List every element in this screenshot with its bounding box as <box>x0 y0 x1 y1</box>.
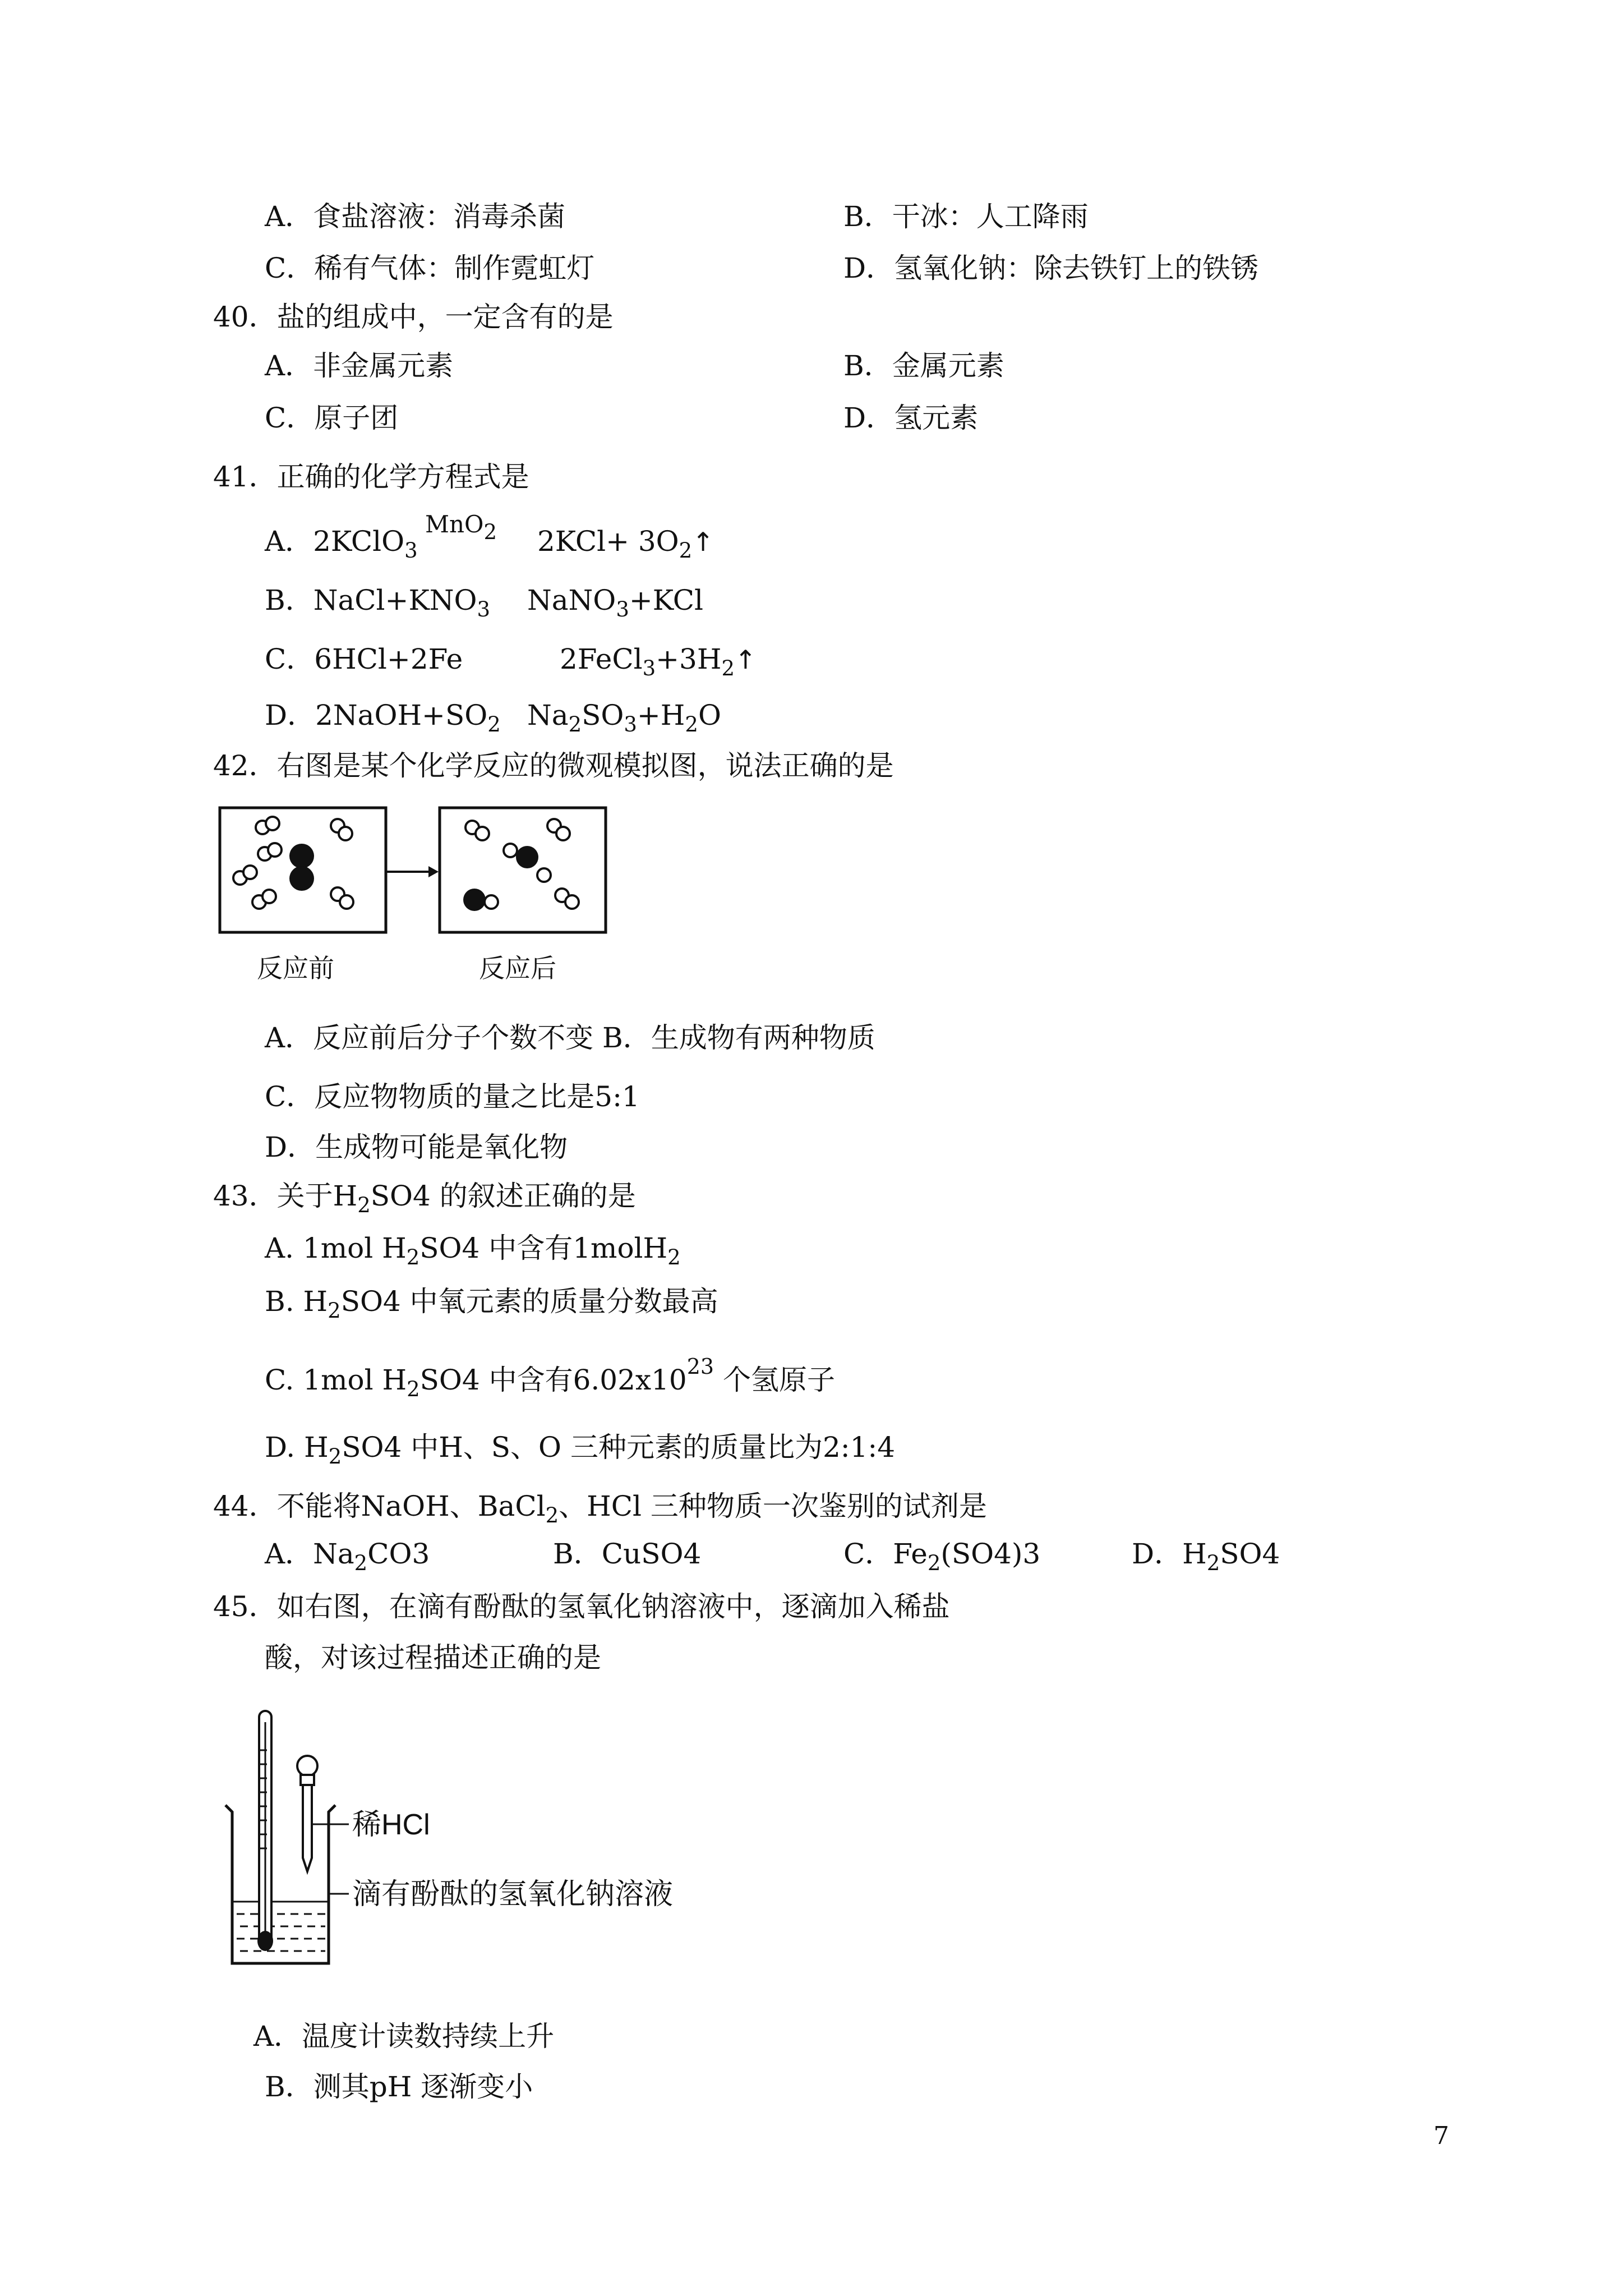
q39-option-a: A．食盐溶液：消毒杀菌 <box>265 200 566 233</box>
q41-option-d: D．$2NaOH+SO_2$ <box>265 699 501 737</box>
q39-option-b: B．干冰：人工降雨 <box>843 200 1089 233</box>
q40-option-a: A．非金属元素 <box>265 349 454 382</box>
before-dark-molecule <box>289 844 314 891</box>
q43-option-c: C. 1mol $H_2SO4$ 中含有$6.02x10^{23}$ 个氢原子 <box>265 1354 835 1401</box>
label-hcl: 稀HCl <box>352 1809 430 1841</box>
q42-option-d: D．生成物可能是氧化物 <box>265 1131 568 1163</box>
q39-option-c: C．稀有气体：制作霓虹灯 <box>265 252 595 284</box>
q41-option-c-products: $2FeCl_3+3H_2↑$ <box>560 643 757 680</box>
reaction-diagram <box>213 797 617 987</box>
q45-stem-line2: 酸，对该过程描述正确的是 <box>265 1641 601 1674</box>
dropper <box>297 1756 317 1871</box>
q44-option-d: D．$H_2SO4$ <box>1132 1538 1280 1575</box>
q41-option-c: C．6HCl+2Fe <box>265 643 463 675</box>
q40-option-c: C．原子团 <box>265 402 399 434</box>
q45-stem-line1: 45．如右图，在滴有酚酞的氢氧化钠溶液中，逐滴加入稀盐 <box>213 1590 950 1623</box>
q44-option-b: B．CuSO4 <box>553 1538 702 1570</box>
label-after: 反应后 <box>479 954 556 983</box>
q43-option-d: D. $H_2SO4$ 中H、S、O 三种元素的质量比为2:1:4 <box>265 1431 896 1469</box>
page-number: 7 <box>1433 2122 1449 2150</box>
q45-option-b: B．测其pH 逐渐变小 <box>265 2070 533 2103</box>
q43-option-b: B. $H_2SO4$ 中氧元素的质量分数最高 <box>265 1285 718 1323</box>
beaker <box>225 1805 335 1963</box>
after-dark-atoms <box>463 846 538 911</box>
q41-option-b-products: NaNO$_3$+KCl <box>527 584 704 622</box>
q42-option-ab: A．反应前后分子个数不变 B．生成物有两种物质 <box>265 1022 875 1054</box>
q43-option-a: A. 1mol $H_2SO4$ 中含有1molH$_2$ <box>265 1232 681 1269</box>
q39-option-d: D．氢氧化钠：除去铁钉上的铁锈 <box>843 252 1259 284</box>
q41-stem: 41．正确的化学方程式是 <box>213 461 529 493</box>
liquid-dashes <box>237 1914 325 1951</box>
q41-catalyst: MnO2 <box>425 510 497 544</box>
thermometer <box>257 1711 273 1951</box>
q40-option-b: B．金属元素 <box>843 349 1004 382</box>
label-before: 反应前 <box>257 954 334 983</box>
q41-option-a-products: $2KCl+ 3O_2↑$ <box>537 525 714 563</box>
q44-option-a: A．$Na_2CO3$ <box>265 1538 430 1575</box>
titration-diagram <box>213 1700 718 1980</box>
q44-option-c: C．$Fe_2(SO4)3$ <box>843 1538 1041 1575</box>
q40-stem: 40．盐的组成中，一定含有的是 <box>213 301 614 333</box>
q41-option-b: B．$NaCl+KNO_3$ <box>265 584 491 622</box>
q45-option-a: A．温度计读数持续上升 <box>253 2020 555 2053</box>
label-solution: 滴有酚酞的氢氧化钠溶液 <box>352 1878 674 1911</box>
q42-option-c: C．反应物物质的量之比是5:1 <box>265 1080 640 1113</box>
q43-stem: 43．关于$H_2SO4$ 的叙述正确的是 <box>213 1180 636 1217</box>
q41-option-a: A．2KClO$_3$ <box>265 525 418 563</box>
reaction-arrow-head <box>428 866 439 877</box>
q42-stem: 42．右图是某个化学反应的微观模拟图，说法正确的是 <box>213 749 894 782</box>
q40-option-d: D．氢元素 <box>843 402 979 434</box>
q44-stem: 44．不能将NaOH、BaCl$_2$、HCl 三种物质一次鉴别的试剂是 <box>213 1490 987 1527</box>
q41-option-d-products: $Na_2SO_3+H_2O$ <box>527 699 721 737</box>
